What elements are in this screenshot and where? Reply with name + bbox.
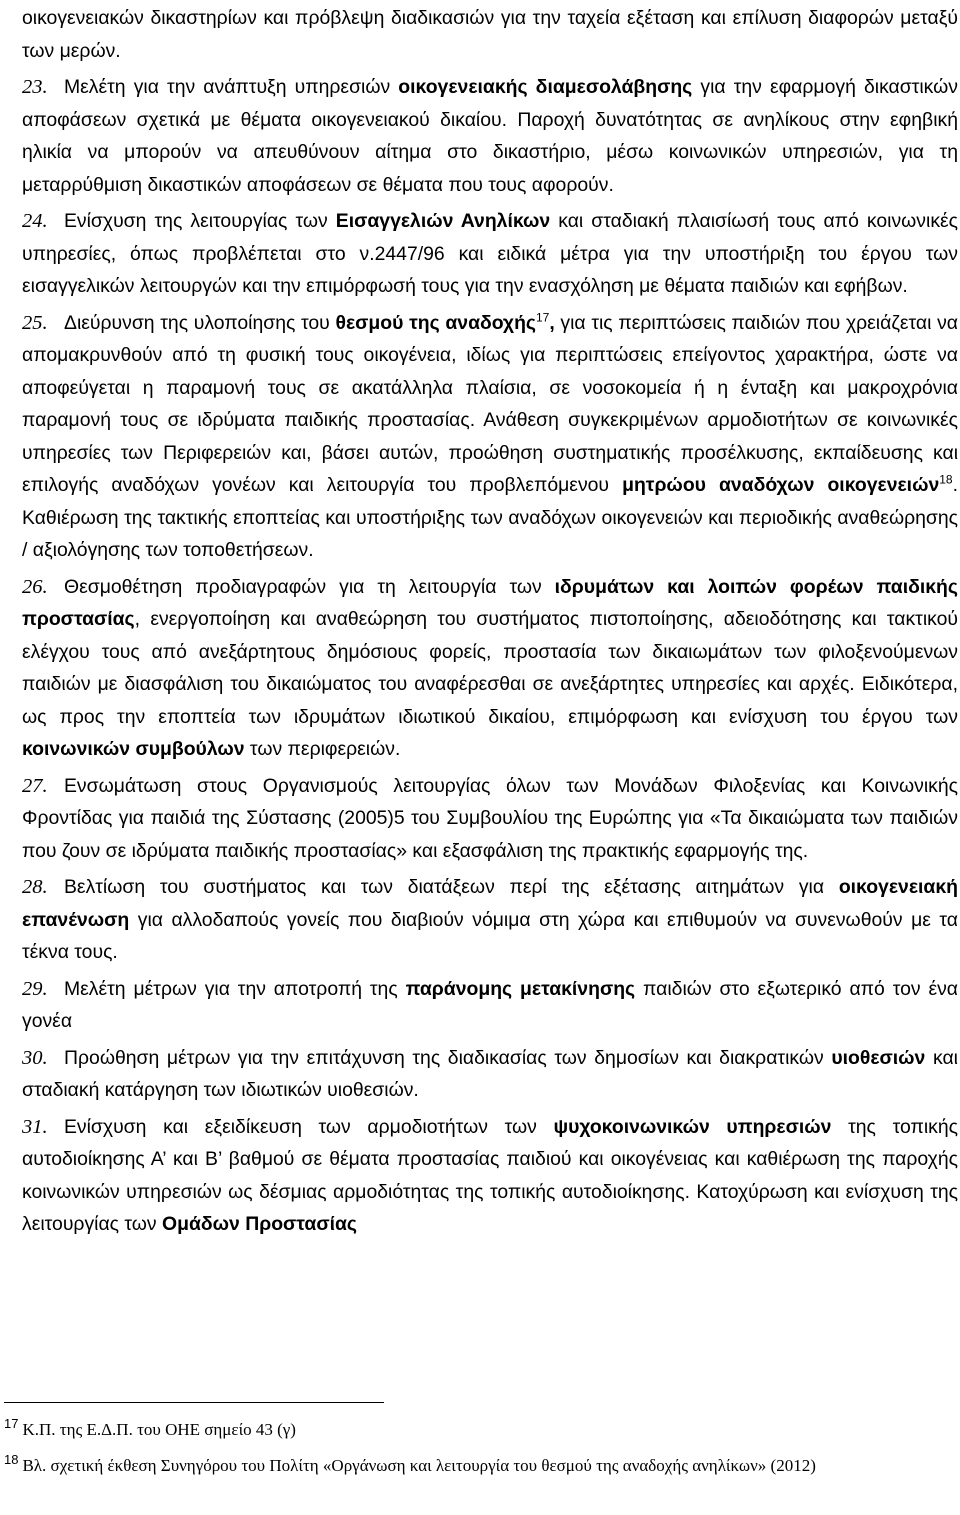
text-run: για τις περιπτώσεις παιδιών που χρειάζεται να απομακρυνθούν από τη φυσική τους οικογένεια, ιδίως για περιπτώσεις επείγοντος χαρακτήρα, ώστε να αποφεύγεται η παραμονή τους σε ακατάλληλα πλαίσια, σε νοσοκομεία ή η ένταξη και μακροχρόνια παραμονή τους σε ιδρύματα παιδικής προστασίας. Ανάθεση συγκεκριμένων αρμοδιοτήτων σε κοινωνικές υπηρεσίες των Περιφερειών και, βάσει αυτών, προώθηση συστηματικής προσέλκυσης, εκπαίδευσης και επιλογής αναδόχων γονέων και λειτουργία του προβλεπόμενου [22, 311, 959, 496]
item-number: 30. [22, 1046, 48, 1069]
text-run: για την εφαρμογή δικαστικών αποφάσεων σχετικά με θέματα οικογενειακού δικαίου. Παροχή δυνατότητας σε ανηλίκους στην εφηβική ηλικία να μπορούν να απευθύνουν αίτημα στο δικαστήριο, μέσω κοινωνικών υπηρεσιών, για τη μεταρρύθμιση δικαστικών αποφάσεων σε θέματα που τους αφορούν. [22, 76, 958, 196]
item-number: 24. [22, 210, 48, 232]
text-run: . Καθιέρωση της τακτικής εποπτείας και υποστήριξης των αναδόχων οικογενειών και περιοδικής αναθεώρησης / αξιολόγησης των τοποθετήσεων. [22, 474, 958, 561]
bold-text-run: οικογενειακής διαμεσολάβησης [398, 76, 693, 98]
text-run: Θεσμοθέτηση προδιαγραφών για τη λειτουργία των [64, 575, 555, 598]
list-item [22, 973, 958, 1038]
list-item [22, 307, 958, 567]
footnote [0, 1417, 960, 1443]
list-item [22, 71, 958, 201]
bold-text-run: κοινωνικών συμβούλων [22, 738, 245, 760]
item-number: 31. [22, 1115, 48, 1138]
list-item [22, 1111, 958, 1241]
text-run: παιδιών στο εξωτερικό από τον ένα γονέα [22, 977, 959, 1032]
bold-text-run: υιοθεσιών [831, 1046, 926, 1069]
bold-text-run: Ομάδων Προστασίας [162, 1213, 357, 1235]
footnote-text: Βλ. σχετική έκθεση Συνηγόρου του Πολίτη «Οργάνωση και λειτουργία του θεσμού της αναδοχής ανηλίκων» (2012) [22, 1456, 816, 1475]
text-run: των περιφερειών. [244, 738, 401, 760]
item-number: 23. [22, 76, 48, 98]
text-run: της τοπικής αυτοδιοίκησης Α’ και Β’ βαθμού σε θέματα προστασίας παιδιού και οικογένειας και καθιέρωση της παροχής κοινωνικών υπηρεσιών ως δέσμιας αρμοδιότητας της τοπικής αυτοδιοίκησης. Κατοχύρωση και ενίσχυση της λειτουργίας των [22, 1115, 958, 1235]
list-item [22, 871, 958, 969]
document-body [22, 2, 958, 1245]
text-run: για αλλοδαπούς γονείς που διαβιούν νόμιμα στη χώρα και επιθυμούν να συνενωθούν με τα τέκνα τους. [22, 908, 958, 963]
bold-text-run: Εισαγγελιών Ανηλίκων [335, 210, 551, 232]
text-run: και σταδιακή πλαισίωσή τους από κοινωνικές υπηρεσίες, όπως προβλέπεται στο ν.2447/96 και ειδικά μέτρα για την υποστήριξη του έργου των εισαγγελικών λειτουργών και την επιμόρφωσή τους για την ενασχόληση με θέματα παιδιών και εφήβων. [22, 210, 958, 297]
bold-text-run: ιδρυμάτων και λοιπών φορέων παιδικής προστασίας [22, 575, 958, 630]
bold-text-run: , [549, 311, 555, 334]
list-item [22, 2, 958, 67]
footnote-text: Κ.Π. της Ε.Δ.Π. του ΟΗΕ σημείο 43 (γ) [22, 1420, 296, 1439]
footnote-separator-rule [4, 1402, 384, 1403]
text-run: Βελτίωση του συστήματος και των διατάξεων περί της εξέτασης αιτημάτων για [64, 876, 839, 898]
bold-text-run: παράνομης μετακίνησης [405, 977, 636, 1000]
text-run: Μελέτη για την ανάπτυξη υπηρεσιών [64, 76, 399, 98]
bold-text-run: θεσμού της αναδοχής [335, 311, 536, 334]
text-run: και σταδιακή κατάργηση των ιδιωτικών υιοθεσιών. [22, 1046, 958, 1101]
footnote-reference: 17 [536, 310, 550, 325]
footnote-list [0, 1417, 960, 1479]
item-number: 28. [22, 876, 48, 898]
footnote-mark: 18 [4, 1452, 19, 1468]
text-run: Προώθηση μέτρων για την επιτάχυνση της διαδικασίας των δημοσίων και διακρατικών [64, 1046, 832, 1069]
list-item [22, 571, 958, 766]
text-run: Ενίσχυση και εξειδίκευση των αρμοδιοτήτων των [64, 1115, 554, 1138]
numbered-paragraph-list [22, 2, 958, 1241]
item-number: 27. [22, 774, 48, 797]
text-run: Διεύρυνση της υλοποίησης του [64, 311, 336, 334]
text-run: Ενσωμάτωση στους Οργανισμούς λειτουργίας όλων των Μονάδων Φιλοξενίας και Κοινωνικής Φροντίδας για παιδιά της Σύστασης (2005)5 του Συμβουλίου της Ευρώπης για «Τα δικαιώματα των παιδιών που ζουν σε ιδρύματα παιδικής προστασίας» και εξασφάλιση της πρακτικής εφαρμογής της. [22, 774, 958, 862]
footnote-mark: 17 [4, 1416, 19, 1432]
footnote [0, 1453, 960, 1479]
item-number: 29. [22, 977, 48, 1000]
item-number: 25. [22, 311, 48, 334]
item-number: 26. [22, 575, 48, 598]
list-item [22, 205, 958, 303]
text-run: , ενεργοποίηση και αναθεώρηση του συστήματος πιστοποίησης, αδειοδότησης και τακτικού ελέγχου τους από ανεξάρτητους δημόσιους φορείς, προστασία των δικαιωμάτων των φιλοξενούμενων παιδιών με διασφάλιση του δικαιώματος του αναφέρεσθαι σε ανεξάρτητες υπηρεσίες και αρχές. Ειδικότερα, ως προς την εποπτεία των ιδρυμάτων ιδιωτικού δικαίου, επιμόρφωση και ενίσχυση του έργου των [22, 608, 958, 728]
footnotes-section [0, 1402, 960, 1479]
text-run: Ενίσχυση της λειτουργίας των [64, 210, 336, 232]
footnote-reference: 18 [939, 472, 953, 487]
text-run: οικογενειακών δικαστηρίων και πρόβλεψη διαδικασιών για την ταχεία εξέταση και επίλυση διαφορών μεταξύ των μερών. [22, 7, 958, 62]
bold-text-run: οικογενειακή επανένωση [22, 876, 958, 931]
text-run: Μελέτη μέτρων για την αποτροπή της [64, 977, 406, 1000]
bold-text-run: μητρώου αναδόχων οικογενειών [622, 474, 940, 496]
list-item [22, 770, 958, 868]
list-item [22, 1042, 958, 1107]
bold-text-run: ψυχοκοινωνικών υπηρεσιών [553, 1115, 832, 1138]
